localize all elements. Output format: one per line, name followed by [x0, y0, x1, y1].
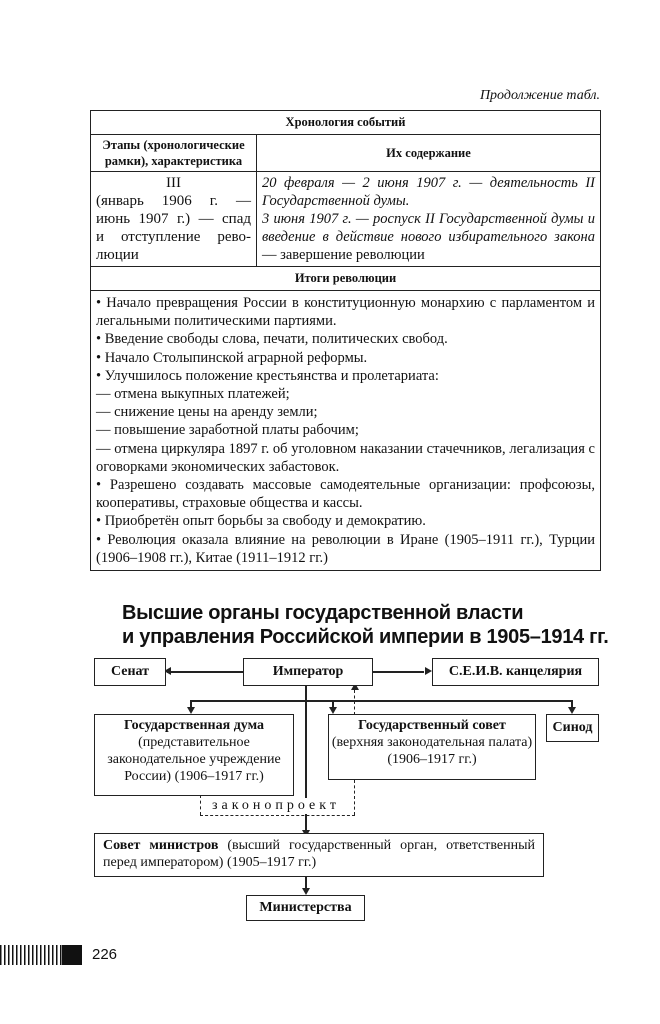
ministers-description: (высший государственный орган, ответственный перед императором) (1905–1917 гг.)	[103, 838, 535, 870]
table-title: Хронология событий	[91, 111, 601, 135]
chronology-table	[90, 110, 601, 571]
results-cell	[91, 291, 601, 571]
dashed-connector	[354, 690, 355, 715]
column-header-content: Их содержание	[257, 135, 601, 172]
results-item: — отмена выкупных платежей;	[96, 386, 290, 403]
council-title: Государственный совет	[358, 718, 506, 733]
section-heading	[122, 601, 608, 649]
emperor-label: Император	[272, 664, 344, 679]
content-paragraph	[262, 210, 595, 264]
chancellery-label: С.Е.И.В. канцелярия	[448, 664, 583, 679]
dashed-connector	[354, 780, 355, 815]
results-item: — отмена циркуляра 1897 г. об уголовном наказании стачечников, легализация с оговорками экономических забастовок.	[96, 440, 595, 475]
bill-label: законопроект	[212, 798, 340, 813]
duma-title: Государственная дума	[123, 718, 265, 733]
connector	[305, 700, 333, 702]
heading-line: и управления Российской империи в 1905–1914 гг.	[122, 626, 609, 648]
arrow-down-icon	[302, 888, 310, 895]
results-item: — снижение цены на аренду земли;	[96, 404, 318, 421]
results-item: • Начало Столыпинской аграрной реформы.	[96, 349, 368, 366]
results-item: • Приобретён опыт борьбы за свободу и демократию.	[96, 513, 426, 530]
continuation-label: Продолжение табл.	[479, 88, 600, 103]
results-item: • Разрешено создавать массовые самодеятельные организации: профсоюзы, кооперативы, страховые общества и кассы.	[96, 477, 595, 512]
senate-box	[94, 658, 166, 686]
connector	[167, 671, 243, 673]
arrow-down-icon	[329, 707, 337, 714]
dashed-connector	[200, 815, 355, 816]
page-bar-solid	[62, 945, 82, 965]
content-italic: 3 июня 1907 г. — роспуск II Государственной думы и введение в действие нового избирательного закона	[262, 211, 595, 245]
council-box	[328, 714, 536, 780]
senate-label: Сенат	[110, 664, 150, 679]
stage-line: (январь 1906 г. —	[96, 193, 251, 209]
synod-box	[546, 714, 599, 742]
arrow-down-icon	[568, 707, 576, 714]
content-normal: — завершение революции	[262, 247, 425, 263]
content-cell	[257, 172, 601, 267]
results-title: Итоги революции	[91, 267, 601, 291]
stage-number: III	[166, 175, 181, 191]
stage-line: и отступление рево-	[96, 229, 251, 245]
connector	[190, 700, 572, 702]
arrow-down-icon	[187, 707, 195, 714]
results-item: • Революция оказала влияние на революции в Иране (1905–1911 гг.), Турции (1906–1908 гг.), Китае (1911–1912 гг.)	[96, 531, 595, 566]
results-item: — повышение заработной платы рабочим;	[96, 422, 359, 439]
council-description: (верхняя законодательная палата) (1906–1917 гг.)	[331, 735, 533, 767]
stage-line: люции	[96, 247, 139, 263]
arrow-right-icon	[425, 667, 432, 675]
results-item: • Начало превращения России в конституционную монархию с парламентом и легальными политическими партиями.	[96, 295, 595, 330]
duma-description: (представительное законодательное учреждение России) (1906–1917 гг.)	[107, 735, 281, 784]
content-paragraph: 20 февраля — 2 июня 1907 г. — деятельность II Государственной думы.	[262, 175, 595, 209]
page-number: 226	[92, 946, 118, 963]
dashed-connector	[200, 795, 201, 815]
connector	[372, 671, 424, 673]
ministers-title: Совет министров	[103, 838, 219, 853]
results-item: • Введение свободы слова, печати, политических свобод.	[96, 331, 448, 348]
stage-line: июнь 1907 г.) — спад	[96, 211, 251, 227]
ministries-box	[246, 895, 365, 921]
ministries-label: Министерства	[259, 900, 352, 915]
duma-box	[94, 714, 294, 796]
emperor-box	[243, 658, 373, 686]
column-header-stage: Этапы (хронологические рамки), характеристика	[91, 135, 257, 172]
chancellery-box	[432, 658, 599, 686]
stage-cell	[91, 172, 257, 267]
synod-label: Синод	[552, 720, 593, 735]
ministers-box	[94, 833, 544, 877]
heading-line: Высшие органы государственной власти	[122, 602, 524, 624]
results-item: • Улучшилось положение крестьянства и пролетариата:	[96, 367, 439, 384]
